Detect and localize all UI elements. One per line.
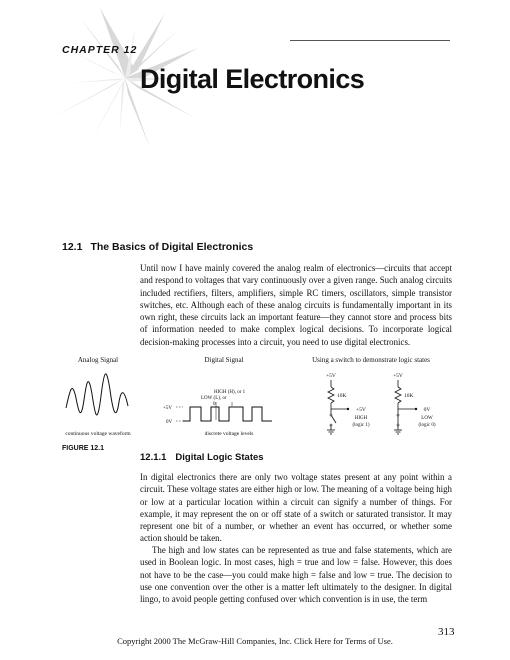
resistor-left-label: 10K <box>337 393 347 399</box>
chapter-label: CHAPTER 12 <box>62 44 138 56</box>
intro-paragraph: Until now I have mainly covered the analog realm of electronics—circuits that accept and respond to voltages that vary continuously over a given range. Such analog circuits included rectifiers, filters, amplifiers, simple RC timers, oscillators, simple transistor switches, etc. Although each of these analog circuits is fundamentally important in its own right, these circuits lack an important feature—they cannot store and process bits of information needed to make complex logical decisions. To incorporate logical decision-making processes into a circuit, you need to use digital electronics. <box>140 263 452 347</box>
out-low-label: 0V <box>423 407 431 413</box>
resistor-right <box>395 387 401 403</box>
analog-waveform <box>66 374 128 415</box>
state-low: LOW <box>421 416 433 421</box>
paragraph-digital-states: In digital electronics there are only two voltage states present at any point within a circuit. These voltage states are either high or low. The meaning of a voltage being high or low at a particular location within a circuit can signify a number of things. For example, it may represent the on or off state of a switch or saturated transistor. It may represent one bit of a number, or whether an event has occurred, or whether some action should be taken. <box>140 472 452 544</box>
section-title: The Basics of Digital Electronics <box>90 241 254 253</box>
section-heading <box>62 241 253 253</box>
high-label: HIGH (H), or 1 <box>214 390 246 395</box>
subsection-title: Digital Logic States <box>175 452 264 463</box>
figure-label: FIGURE 12.1 <box>62 445 105 452</box>
page-number: 313 <box>438 626 455 638</box>
supply-right: +5V <box>393 373 403 379</box>
state-high-logic: (logic 1) <box>352 423 370 428</box>
low-label: LOW (L), or <box>201 396 227 401</box>
resistor-left <box>328 387 334 403</box>
analog-caption: continuous voltage waveform <box>65 431 131 437</box>
footer-copyright[interactable]: Copyright 2000 The McGraw-Hill Companies, Inc. Click Here for Terms of Use. <box>117 636 393 646</box>
state-low-logic: (logic 0) <box>418 423 436 428</box>
digital-waveform <box>183 407 272 421</box>
subsection-heading <box>140 452 264 463</box>
switch-open <box>331 415 336 423</box>
resistor-right-label: 10K <box>404 393 414 399</box>
digital-signal-title: Digital Signal <box>204 356 244 364</box>
paragraph-boolean-logic: The high and low states can be represented as true and false statements, which are used in Boolean logic. In most cases, high = true and low = false. However, this does not have to be the case—you could make high = false and low = true. The decision to use one convention over the other is a matter left ultimately to the designer. In digital lingo, to avoid people getting confused over which convention is in use, the term <box>140 545 452 605</box>
digital-caption: discrete voltage levels <box>204 431 254 437</box>
header-rule <box>290 40 450 41</box>
switch-title: Using a switch to demonstrate logic states <box>312 356 430 364</box>
state-high: HIGH <box>354 416 368 421</box>
out-high-label: +5V <box>356 407 366 413</box>
level-5v: +5V <box>163 406 172 411</box>
subsection-number: 12.1.1 <box>140 452 167 463</box>
supply-left: +5V <box>326 373 336 379</box>
page-title: Digital Electronics <box>140 64 365 94</box>
low-value: 0 <box>213 402 216 407</box>
section-number: 12.1 <box>62 241 83 253</box>
level-0v: 0V <box>166 420 173 425</box>
analog-signal-title: Analog Signal <box>77 356 119 364</box>
figure-12-1 <box>0 350 510 445</box>
